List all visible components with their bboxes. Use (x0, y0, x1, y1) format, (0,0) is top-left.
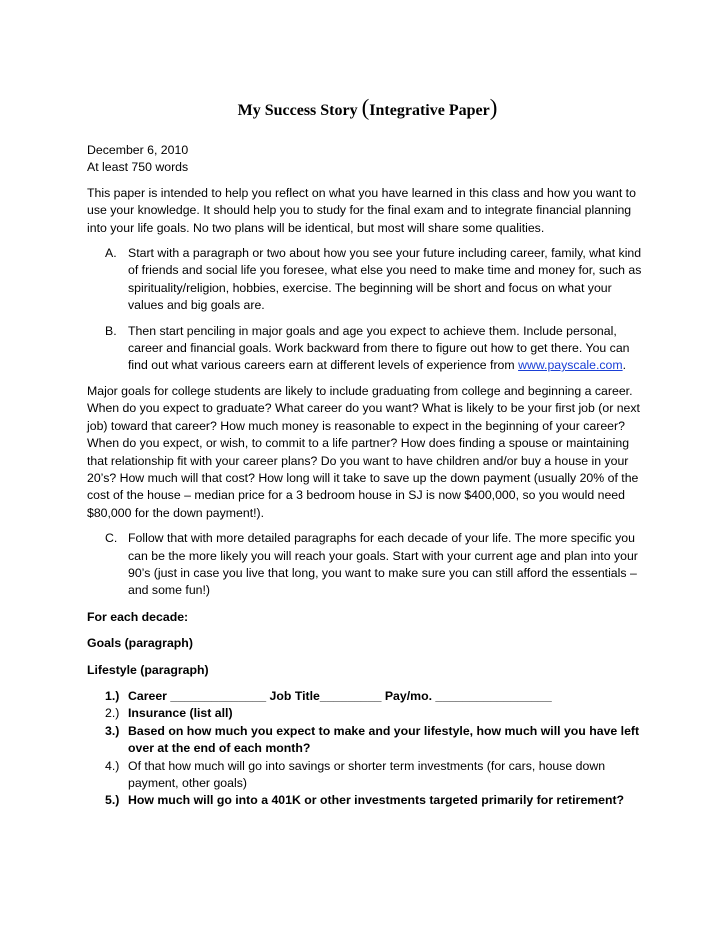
list-marker-c: C. (105, 531, 118, 546)
heading-lifestyle: Lifestyle (paragraph) (87, 662, 209, 677)
numbered-item-1 (105, 688, 648, 705)
numbered-item-3 (105, 723, 648, 758)
numbered-text: Career ______________ Job Title_________ Pay/mo. _________________ (128, 688, 552, 703)
numbered-marker: 1.) (105, 688, 120, 703)
title-main: My Success Story (237, 102, 362, 119)
list-marker-a: A. (105, 246, 117, 261)
numbered-text: Insurance (list all) (128, 706, 233, 721)
numbered-text: Of that how much will go into savings or shorter term investments (for cars, house down payment, other goals) (128, 758, 606, 790)
list-item-c (105, 530, 648, 600)
numbered-text: Based on how much you expect to make and your lifestyle, how much will you have left over at the end of each month? (128, 723, 640, 756)
list-text-b-main: Then start penciling in major goals and age you expect to achieve them. Include personal, career and financial goals. Work backward from there to figure out how to get there. You can find out what various careers earn at different levels of experience from (128, 323, 630, 373)
due-date: December 6, 2010 (87, 143, 189, 157)
numbered-marker: 4.) (105, 758, 120, 773)
list-text-c: Follow that with more detailed paragraphs for each decade of your life. The more specific you can be the more likely you will reach your goals. Start with your current age and plan into your 90’s (just in case you live that long, you want to make sure you can still afford the essentials – and some fun!) (128, 531, 638, 598)
heading-goals: Goals (paragraph) (87, 636, 193, 651)
list-item-a (105, 245, 648, 315)
title-close-paren: ) (489, 95, 498, 120)
title-open-paren: ( (361, 95, 370, 120)
list-text-b-end: . (622, 358, 627, 373)
list-text-b (128, 323, 648, 375)
payscale-link[interactable]: www.payscale.com (518, 358, 623, 373)
list-text-a: Start with a paragraph or two about how you see your future including career, family, what kind of friends and social life you foresee, what else you need to make time and money for, such as spirituality/religion, hobbies, exercise. The beginning will be short and focus on what your values and big goals are. (128, 246, 642, 313)
numbered-marker: 3.) (105, 723, 120, 738)
word-requirement: At least 750 words (87, 160, 189, 175)
list-item-b (105, 323, 648, 375)
intro-paragraph: This paper is intended to help you reflect on what you have learned in this class and how you want to use your knowledge. It should help you to study for the final exam and to integrate financial planning into your life goals. No two plans will be identical, but most will share some qualities. (87, 185, 636, 235)
numbered-item-2 (105, 705, 648, 722)
numbered-text: How much will go into a 401K or other investments targeted primarily for retirement? (128, 793, 625, 808)
numbered-marker: 2.) (105, 706, 120, 721)
numbered-item-5 (105, 792, 648, 809)
major-goals-paragraph: Major goals for college students are likely to include graduating from college and beginning a career. When do you expect to graduate? What career do you want? What is likely to be your first job (or next job) toward that career? How much money is reasonable to expect in the beginning of your career? When do you expect, or wish, to commit to a life partner? How does finding a spouse or maintaining that relationship fit with your career plans? Do you want to have children and/or buy a house in your 20’s? How much will that cost? How long will it take to save up the down payment (usually 20% of the cost of the house – median price for a 3 bedroom house in SJ is now $400,000, so you would need $80,000 for the down payment!). (87, 383, 640, 520)
numbered-item-4 (105, 758, 648, 793)
page-title (87, 97, 648, 122)
title-subtitle: Integrative Paper (369, 102, 490, 119)
list-marker-b: B. (105, 323, 117, 338)
numbered-marker: 5.) (105, 793, 120, 808)
heading-each-decade: For each decade: (87, 609, 189, 624)
